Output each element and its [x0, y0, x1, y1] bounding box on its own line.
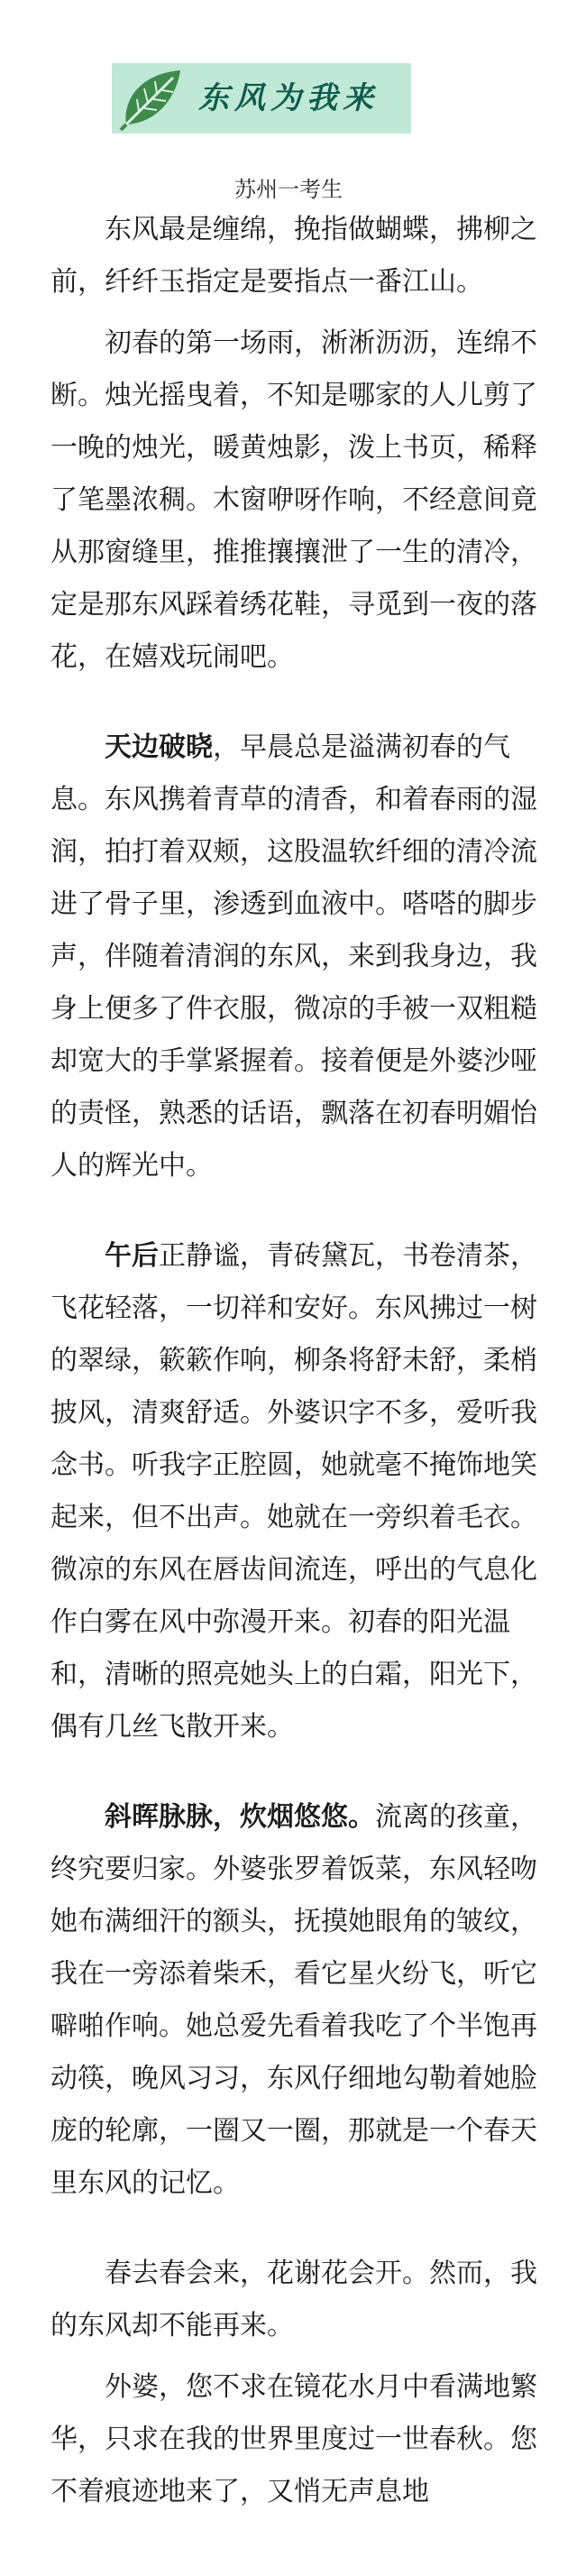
paragraph-lead: 天边破晓: [105, 731, 213, 763]
leaf-icon: [117, 65, 186, 132]
paragraph: 午后正静谧，青砖黛瓦，书卷清茶，飞花轻落，一切祥和安好。东风拂过一树的翠绿，簌簌作响，柳条将舒未舒，柔梢披风，清爽舒适。外婆识字不多，爱听我念书。听我字正腔圆，她就毫不掩饰地笑起来，但不出声。她就在一旁织着毛衣。微凉的东风在唇齿间流连，呼出的气息化作白雾在风中弥漫开来。初春的阳光温和，清晰的照亮她头上的白霜，阳光下，偶有几丝飞散开来。: [50, 1240, 537, 1743]
paragraph: 东风最是缠绵，挽指做蝴蝶，拂柳之前，纤纤玉指定是要指点一番江山。: [50, 214, 537, 298]
banner-title: 东风为我来: [198, 80, 379, 116]
paragraph: 春去春会来，花谢花会开。然而，我的东风却不能再来。: [50, 2258, 537, 2341]
paragraph-lead: 斜晖脉脉，炊烟悠悠。: [105, 1801, 375, 1833]
author-byline: 苏州一考生: [234, 177, 343, 202]
paragraph: 斜晖脉脉，炊烟悠悠。流离的孩童，终究要归家。外婆张罗着饭菜，东风轻吻她布满细汗的额头，抚摸她眼角的皱纹，我在一旁添着柴禾，看它星火纷飞，听它噼啪作响。她总爱先看着我吃了个半饱再动筷，晚风习习，东风仔细地勾勒着她脸庞的轮廓，一圈又一圈，那就是一个春天里东风的记忆。: [50, 1801, 537, 2199]
article-body: [50, 204, 545, 2518]
paragraph: 初春的第一场雨，淅淅沥沥，连绵不断。烛光摇曳着，不知是哪家的人儿剪了一晚的烛光，暖黄烛影，泼上书页，稀释了笔墨浓稠。木窗咿呀作响，不经意间竟从那窗缝里，推推攘攘泄了一生的清冷，定是那东风踩着绣花鞋，寻觅到一夜的落花，在嬉戏玩闹吧。: [50, 327, 537, 673]
paragraph-lead: 午后: [105, 1240, 159, 1272]
title-banner: [112, 63, 411, 133]
paragraph: 天边破晓，早晨总是溢满初春的气息。东风携着青草的清香，和着春雨的湿润，拍打着双颊，这股温软纤细的清冷流进了骨子里，渗透到血液中。嗒嗒的脚步声，伴随着清润的东风，来到我身边，我身上便多了件衣服，微凉的手被一双粗糙却宽大的手掌紧握着。接着便是外婆沙哑的责怪，熟悉的话语，飘落在初春明媚怡人的辉光中。: [50, 731, 537, 1182]
paragraph: 外婆，您不求在镜花水月中看满地繁华，只求在我的世界里度过一世春秋。您不着痕迹地来了，又悄无声息地: [50, 2371, 537, 2507]
